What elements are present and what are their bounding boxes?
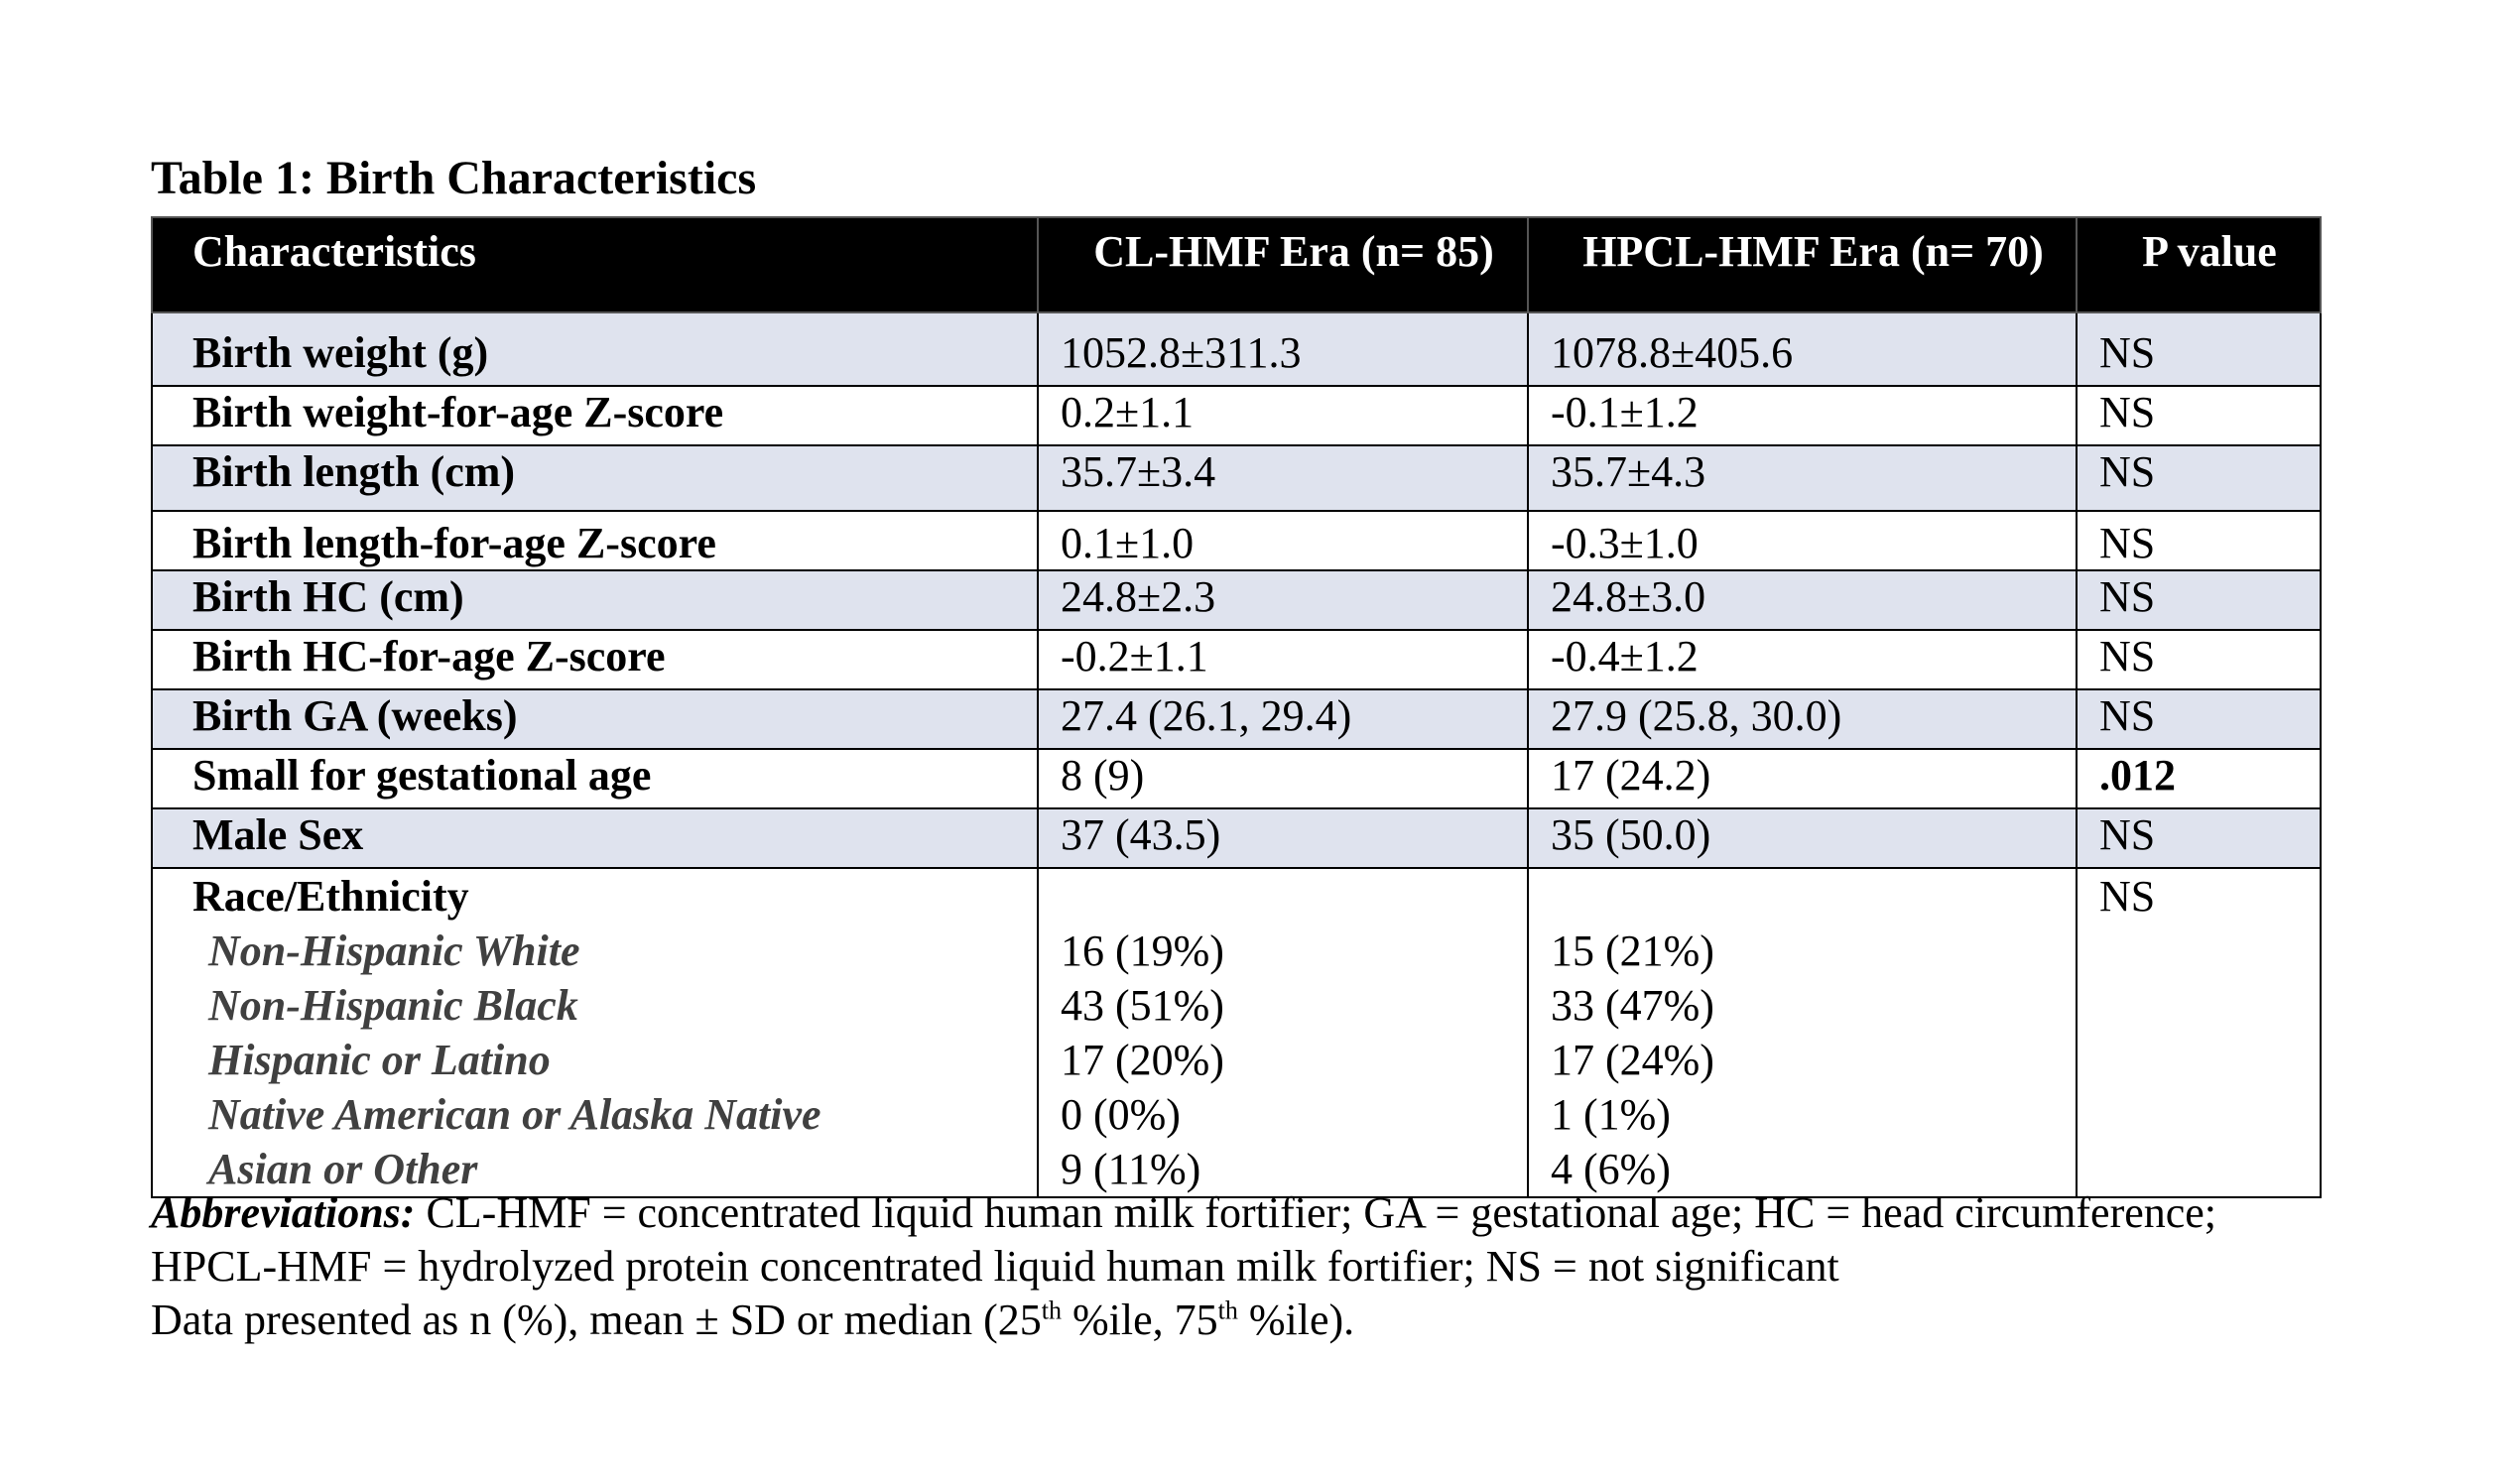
p-value: NS [2077, 570, 2321, 630]
row-label: Birth weight (g) [152, 312, 1038, 386]
row-label: Birth HC-for-age Z-score [152, 630, 1038, 689]
table-row [152, 511, 2321, 570]
cl-hmf-value: 9 (11%) [1061, 1145, 1201, 1193]
cl-hmf-value: -0.2±1.1 [1038, 630, 1528, 689]
row-label: Birth GA (weeks) [152, 689, 1038, 749]
cl-hmf-value: 17 (20%) [1061, 1036, 1224, 1084]
hpcl-hmf-value: -0.4±1.2 [1528, 630, 2077, 689]
table-footnotes [151, 1186, 2502, 1347]
p-value: NS [2077, 312, 2321, 386]
race-item-label: Non-Hispanic Black [208, 981, 578, 1030]
column-header-p-value: P value [2077, 217, 2321, 312]
data-presentation-note: Data presented as n (%), mean ± SD or median (25th %ile, 75th %ile). [151, 1296, 1355, 1344]
p-value: NS [2099, 872, 2156, 921]
table-row [152, 808, 2321, 868]
table-body [152, 312, 2321, 1197]
race-hpcl-hmf-cell [1528, 868, 2077, 1197]
cl-hmf-value: 27.4 (26.1, 29.4) [1038, 689, 1528, 749]
race-item-label: Asian or Other [208, 1145, 478, 1193]
cl-hmf-value: 0.2±1.1 [1038, 386, 1528, 445]
hpcl-hmf-value: 35.7±4.3 [1528, 445, 2077, 511]
race-item-label: Non-Hispanic White [208, 926, 580, 975]
cl-hmf-value: 24.8±2.3 [1038, 570, 1528, 630]
row-label: Birth length (cm) [152, 445, 1038, 511]
p-value: NS [2077, 808, 2321, 868]
abbreviations-lead: Abbreviations: [151, 1188, 416, 1237]
birth-characteristics-table [151, 216, 2322, 1198]
table-row [152, 749, 2321, 808]
cl-hmf-value: 1052.8±311.3 [1038, 312, 1528, 386]
row-label: Race/Ethnicity [192, 872, 469, 921]
race-p-value-cell [2077, 868, 2321, 1197]
table-row [152, 630, 2321, 689]
column-header-characteristics: Characteristics [152, 217, 1038, 312]
p-value: NS [2077, 445, 2321, 511]
p-value: NS [2077, 689, 2321, 749]
column-header-hpcl-hmf: HPCL-HMF Era (n= 70) [1528, 217, 2077, 312]
abbreviations-text: CL-HMF = concentrated liquid human milk fortifier; GA = gestational age; HC = head circumference; [415, 1188, 2217, 1237]
row-label: Male Sex [152, 808, 1038, 868]
table-header [152, 217, 2321, 312]
cl-hmf-value: 43 (51%) [1061, 981, 1224, 1030]
hpcl-hmf-value: 35 (50.0) [1528, 808, 2077, 868]
cl-hmf-value: 35.7±3.4 [1038, 445, 1528, 511]
p-value: NS [2077, 511, 2321, 570]
row-label: Small for gestational age [152, 749, 1038, 808]
hpcl-hmf-value: 17 (24.2) [1528, 749, 2077, 808]
p-value: NS [2077, 386, 2321, 445]
hpcl-hmf-value: -0.3±1.0 [1528, 511, 2077, 570]
abbreviations-line-2: HPCL-HMF = hydrolyzed protein concentrated liquid human milk fortifier; NS = not significant [151, 1242, 1839, 1291]
table-row-race-ethnicity [152, 868, 2321, 1197]
table-row [152, 570, 2321, 630]
hpcl-hmf-value: 33 (47%) [1551, 981, 1714, 1030]
cl-hmf-value: 37 (43.5) [1038, 808, 1528, 868]
hpcl-hmf-value: -0.1±1.2 [1528, 386, 2077, 445]
hpcl-hmf-value: 24.8±3.0 [1528, 570, 2077, 630]
p-value: NS [2077, 630, 2321, 689]
table-row [152, 689, 2321, 749]
column-header-cl-hmf: CL-HMF Era (n= 85) [1038, 217, 1528, 312]
race-cl-hmf-cell [1038, 868, 1528, 1197]
hpcl-hmf-value: 15 (21%) [1551, 926, 1714, 975]
abbreviations-line [151, 1186, 2502, 1240]
cl-hmf-value: 0 (0%) [1061, 1090, 1181, 1139]
cl-hmf-value: 8 (9) [1038, 749, 1528, 808]
hpcl-hmf-value: 1 (1%) [1551, 1090, 1671, 1139]
cl-hmf-value: 16 (19%) [1061, 926, 1224, 975]
table-title: Table 1: Birth Characteristics [151, 152, 757, 204]
table-row [152, 386, 2321, 445]
hpcl-hmf-value: 17 (24%) [1551, 1036, 1714, 1084]
race-item-label: Native American or Alaska Native [208, 1090, 821, 1139]
row-label: Birth weight-for-age Z-score [152, 386, 1038, 445]
race-labels-cell [152, 868, 1038, 1197]
hpcl-hmf-value: 1078.8±405.6 [1528, 312, 2077, 386]
hpcl-hmf-value: 27.9 (25.8, 30.0) [1528, 689, 2077, 749]
table-row [152, 445, 2321, 511]
race-item-label: Hispanic or Latino [208, 1036, 551, 1084]
table-row [152, 312, 2321, 386]
row-label: Birth length-for-age Z-score [152, 511, 1038, 570]
row-label: Birth HC (cm) [152, 570, 1038, 630]
cl-hmf-value: 0.1±1.0 [1038, 511, 1528, 570]
hpcl-hmf-value: 4 (6%) [1551, 1145, 1671, 1193]
p-value: .012 [2077, 749, 2321, 808]
